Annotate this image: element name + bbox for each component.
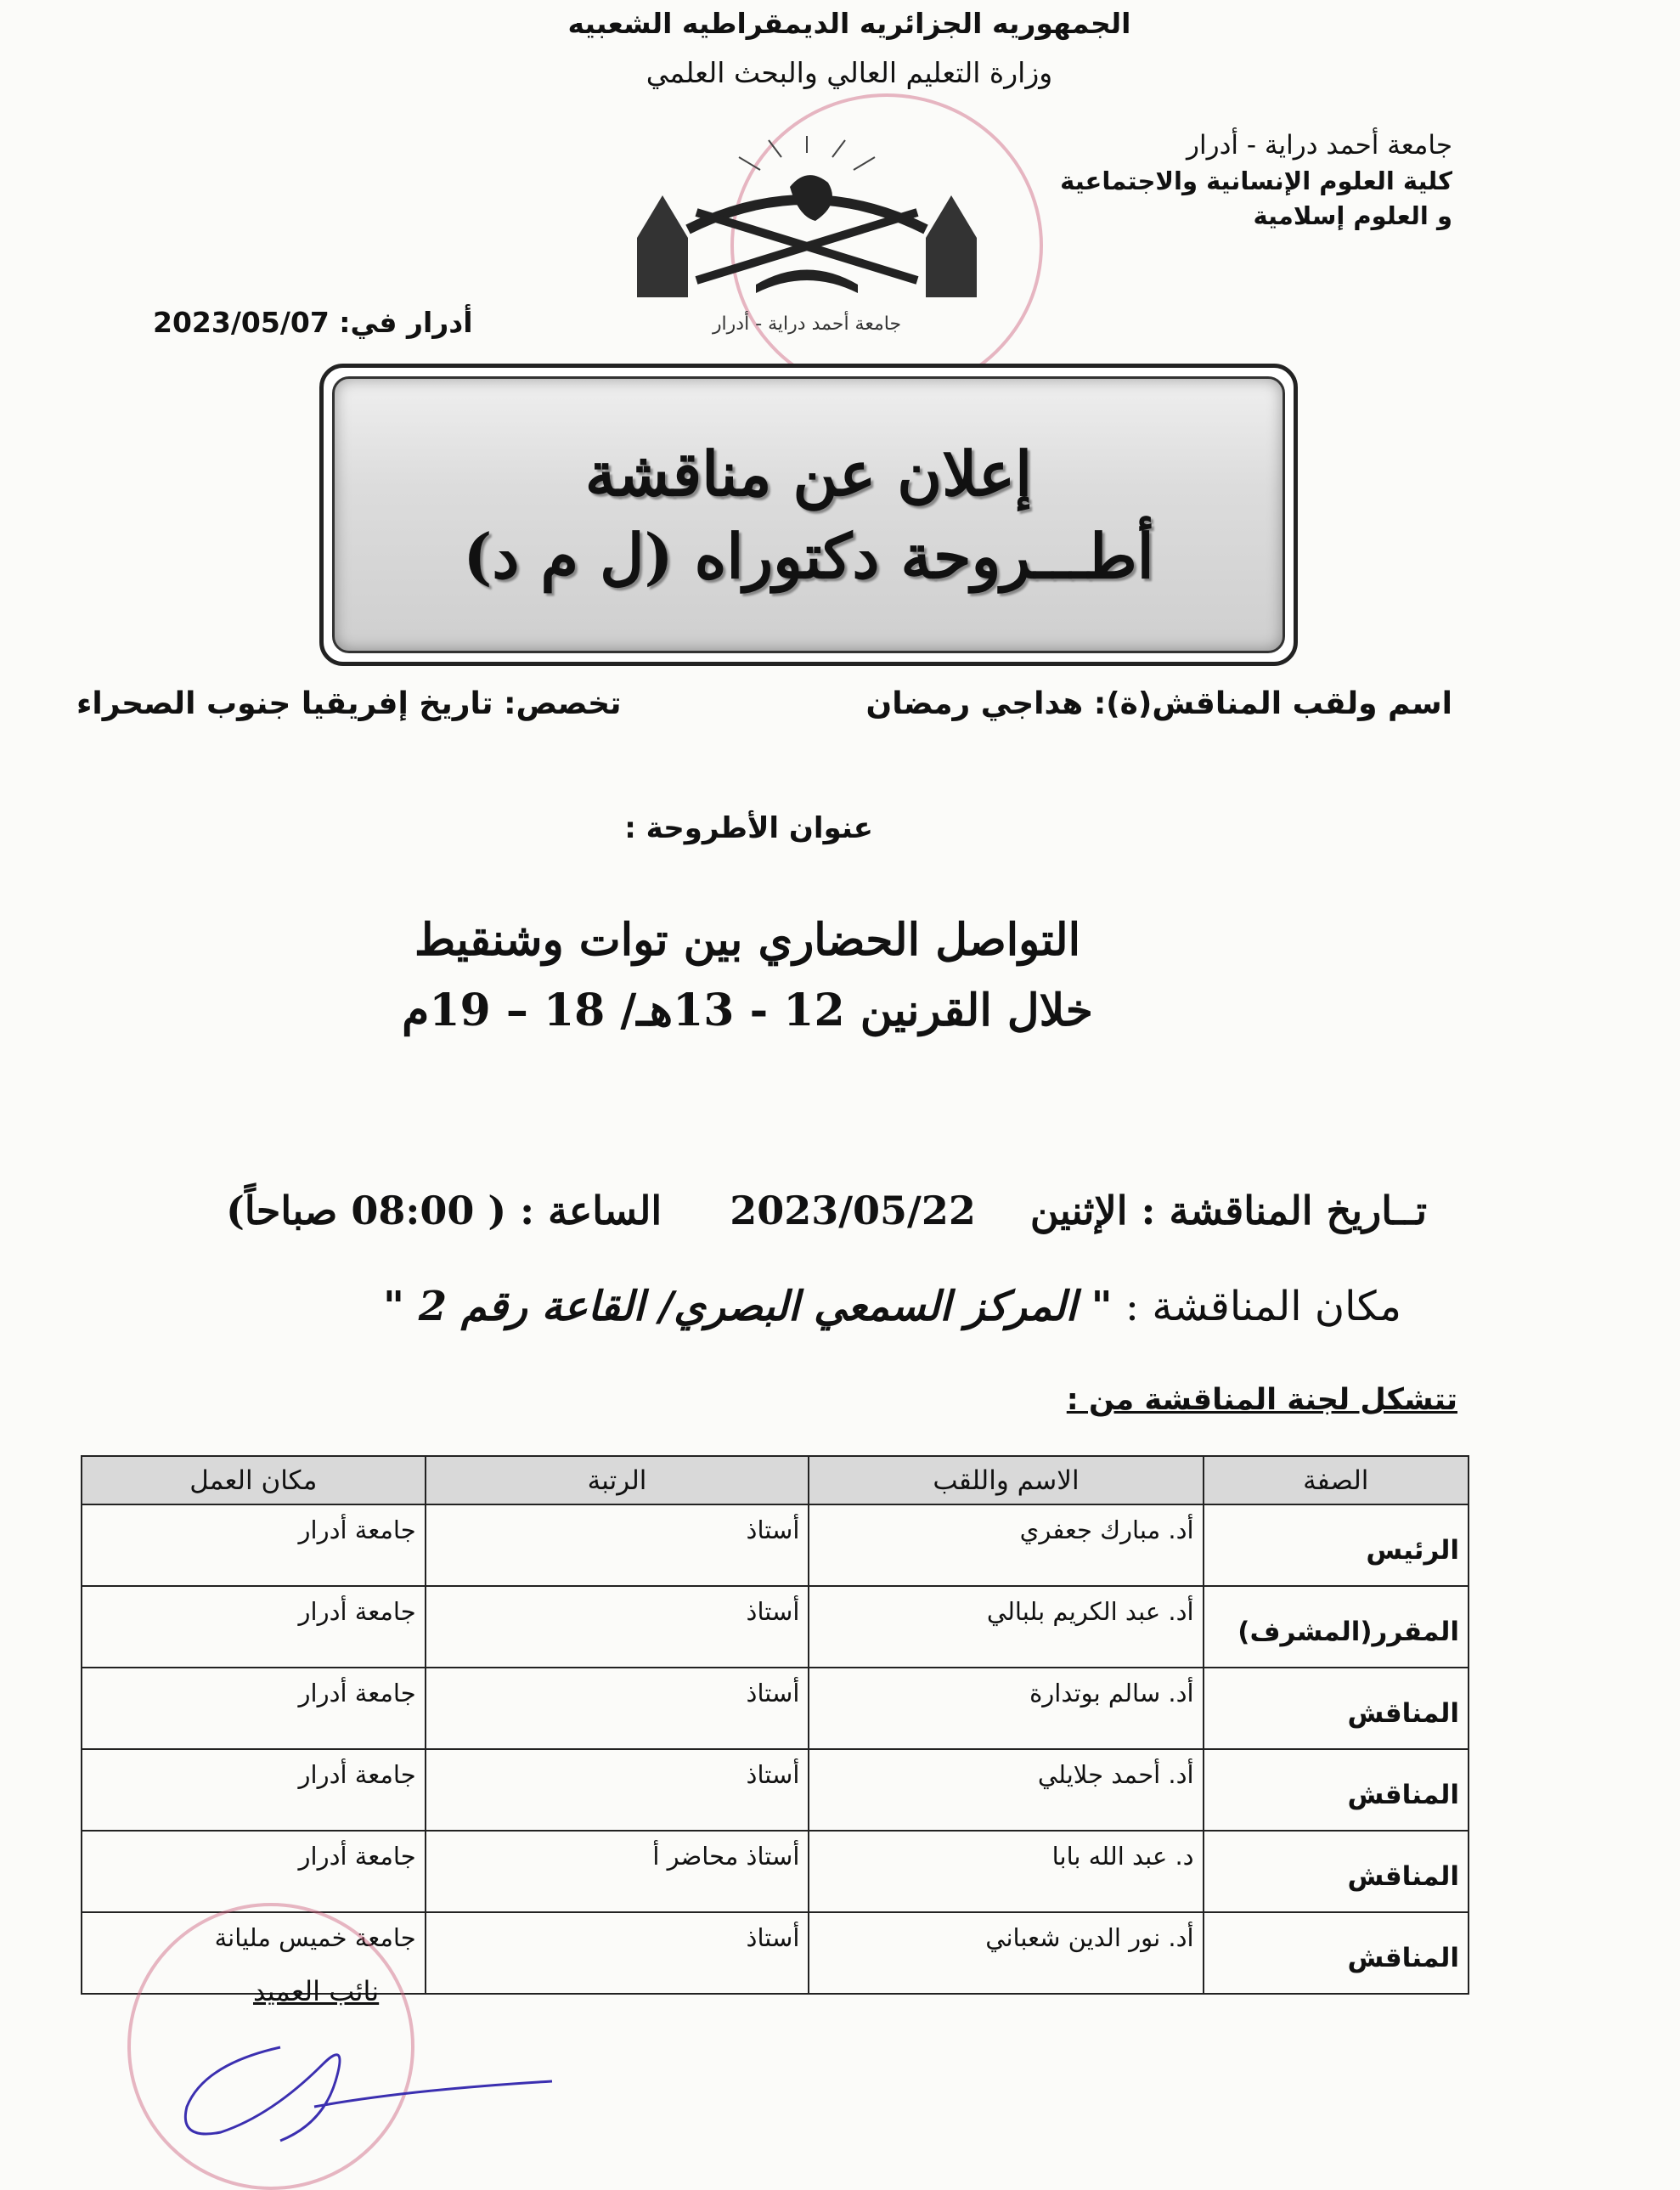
member-rank: أستاذ [426, 1668, 809, 1749]
defense-place-label: مكان المناقشة : [1125, 1283, 1401, 1330]
table-row [82, 1668, 1469, 1749]
thesis-title-line1: التواصل الحضاري بين توات وشنقيط [414, 914, 1081, 966]
member-rank: أستاذ محاضر أ [426, 1831, 809, 1912]
table-row [82, 1749, 1469, 1831]
defense-place-row [187, 1283, 1401, 1330]
member-name: أد. أحمد جلايلي [809, 1749, 1203, 1831]
defense-place: " المركز السمعي البصري/ القاعة رقم 2 " [383, 1283, 1113, 1330]
faculty-name: كلية العلوم الإنسانية والاجتماعية [1060, 167, 1452, 196]
member-workplace: جامعة أدرار [82, 1504, 426, 1586]
candidate-name-field [866, 686, 1452, 721]
member-role: المناقش [1204, 1912, 1469, 1994]
announcement-subtitle: أطـــروحة دكتوراه (ل م د) [463, 520, 1154, 592]
thesis-title-label: عنوان الأطروحة : [624, 811, 873, 845]
member-workplace: جامعة خميس مليانة [82, 1912, 426, 1994]
member-name: أد. سالم بوتدارة [809, 1668, 1203, 1749]
member-role: المناقش [1204, 1668, 1469, 1749]
defense-time: ( 08:00 صباحاً) [226, 1188, 507, 1233]
member-rank: أستاذ [426, 1504, 809, 1586]
table-row [82, 1504, 1469, 1586]
announcement-box [319, 364, 1298, 666]
member-name: أد. نور الدين شعباني [809, 1912, 1203, 1994]
candidate-name: هداجي رمضان [865, 686, 1084, 721]
member-workplace: جامعة أدرار [82, 1586, 426, 1668]
defense-time-label: الساعة : [520, 1188, 662, 1233]
defense-date: 2023/05/22 [730, 1188, 976, 1233]
signature-icon [153, 2013, 578, 2149]
header-role: الصفة [1204, 1456, 1469, 1504]
member-name: د. عبد الله بابا [809, 1831, 1203, 1912]
table-row [82, 1831, 1469, 1912]
defense-date-label: تــاريخ المناقشة : [1141, 1188, 1427, 1233]
signer-title: نائب العميد [253, 1975, 380, 2007]
announcement-title: إعلان عن مناقشة [584, 437, 1033, 510]
university-logo-icon [586, 136, 1028, 340]
member-rank: أستاذ [426, 1912, 809, 1994]
member-workplace: جامعة أدرار [82, 1668, 426, 1749]
table-row [82, 1586, 1469, 1668]
member-role: المناقش [1204, 1831, 1469, 1912]
issue-date: أدرار في: 2023/05/07 [153, 306, 473, 339]
ministry-header: وزارة التعليم العالي والبحث العلمي [646, 56, 1053, 89]
member-name: أد. عبد الكريم بلبالي [809, 1586, 1203, 1668]
faculty-name-cont: و العلوم إسلامية [1253, 200, 1452, 230]
member-rank: أستاذ [426, 1586, 809, 1668]
defense-day: الإثنين [1029, 1188, 1128, 1233]
specialty-label: تخصص: [504, 686, 622, 721]
republic-header: الجمهوريه الجزائريه الديمقراطيه الشعبيه [567, 7, 1131, 40]
committee-label: تتشكل لجنة المناقشة من : [1066, 1383, 1457, 1417]
member-workplace: جامعة أدرار [82, 1831, 426, 1912]
header-name: الاسم واللقب [809, 1456, 1203, 1504]
thesis-title-line2: خلال القرنين 12 - 13هـ/ 18 – 19م [402, 985, 1093, 1037]
member-role: الرئيس [1204, 1504, 1469, 1586]
member-role: المقرر(المشرف) [1204, 1586, 1469, 1668]
svg-text:جامعة أحمد دراية - أدرار: جامعة أحمد دراية - أدرار [712, 313, 902, 335]
defense-date-row [136, 1188, 1427, 1233]
specialty-value: تاريخ إفريقيا جنوب الصحراء [76, 686, 493, 721]
thesis-title [323, 905, 1172, 1046]
member-rank: أستاذ [426, 1749, 809, 1831]
header-workplace: مكان العمل [82, 1456, 426, 1504]
member-role: المناقش [1204, 1749, 1469, 1831]
university-name: جامعة أحمد دراية - أدرار [1187, 130, 1452, 161]
specialty-field [76, 686, 622, 721]
committee-header-row [82, 1456, 1469, 1504]
member-workplace: جامعة أدرار [82, 1749, 426, 1831]
member-name: أد. مبارك جعفري [809, 1504, 1203, 1586]
header-rank: الرتبة [426, 1456, 809, 1504]
candidate-name-label: اسم ولقب المناقش(ة): [1093, 686, 1452, 721]
